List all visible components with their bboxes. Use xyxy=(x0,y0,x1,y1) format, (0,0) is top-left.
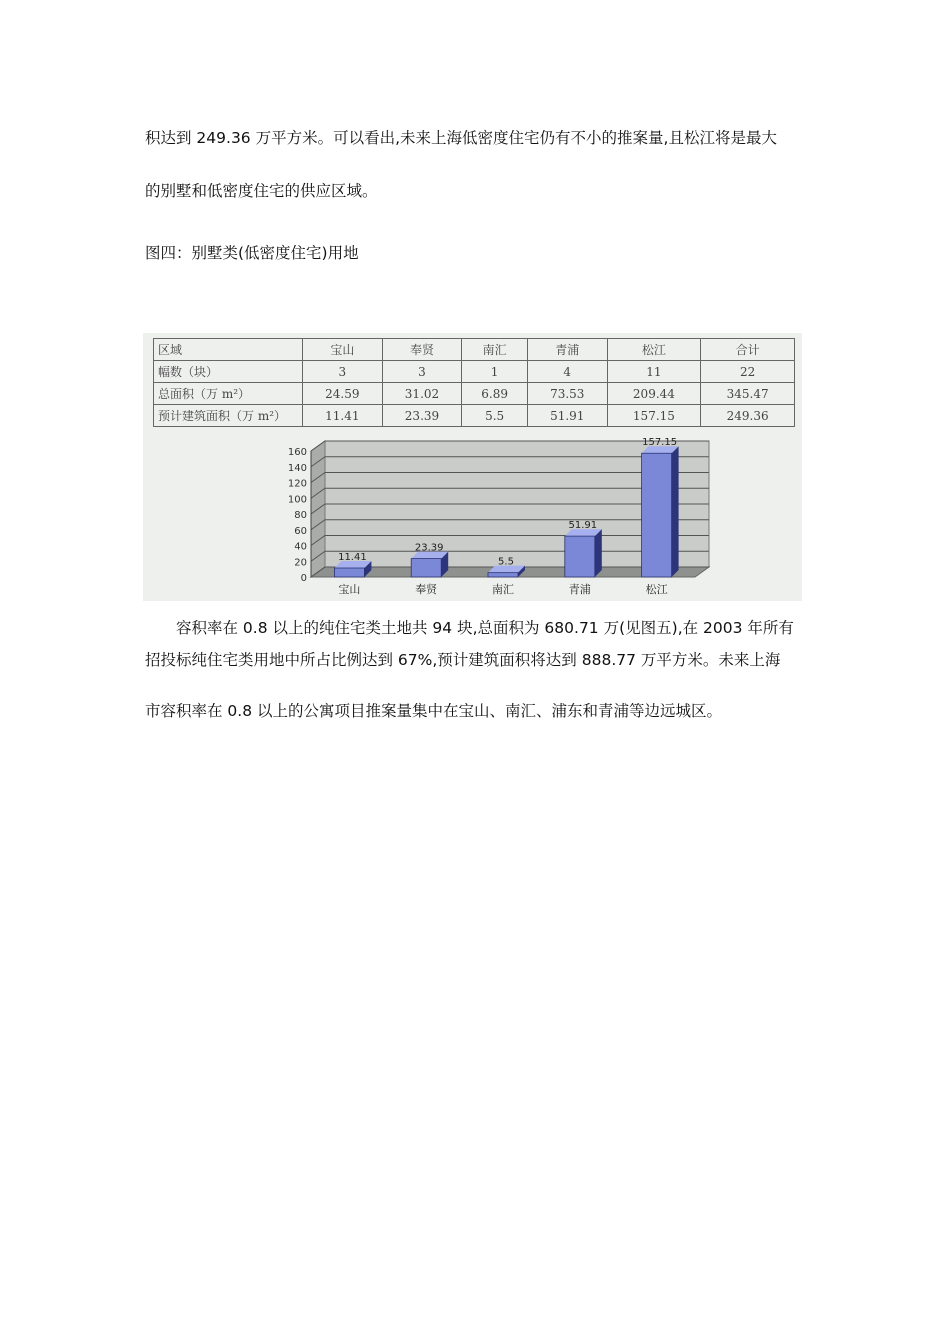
table-cell: 区域 xyxy=(154,339,303,361)
table-cell: 奉贤 xyxy=(382,339,462,361)
table-cell: 249.36 xyxy=(701,405,795,427)
bar xyxy=(488,573,518,577)
figure-image xyxy=(143,333,802,601)
table-cell: 5.5 xyxy=(462,405,528,427)
table-cell: 31.02 xyxy=(382,383,462,405)
table-header-row xyxy=(154,339,795,361)
y-tick-label: 60 xyxy=(294,525,307,537)
y-tick-label: 100 xyxy=(287,494,307,506)
paragraph-line: 市容积率在 0.8 以上的公寓项目推案量集中在宝山、南汇、浦东和青浦等边远城区。 xyxy=(145,702,723,720)
table-cell: 1 xyxy=(462,361,528,383)
table-cell: 南汇 xyxy=(462,339,528,361)
table-cell: 73.53 xyxy=(527,383,607,405)
table-cell: 松江 xyxy=(607,339,701,361)
y-tick-label: 0 xyxy=(300,573,307,584)
table-cell: 24.59 xyxy=(303,383,383,405)
y-tick-label: 80 xyxy=(294,510,307,521)
table-cell: 3 xyxy=(303,361,383,383)
paragraph-line: 积达到 249.36 万平方米。可以看出,未来上海低密度住宅仍有不小的推案量,且松江将是最大 xyxy=(145,129,777,147)
x-tick-label: 松江 xyxy=(645,583,668,596)
x-tick-label: 宝山 xyxy=(338,583,361,596)
table-row xyxy=(154,405,795,427)
table-cell: 22 xyxy=(701,361,795,383)
y-tick-label: 120 xyxy=(287,478,307,490)
y-tick-label: 160 xyxy=(287,447,307,458)
table-row xyxy=(154,383,795,405)
paragraph-line: 招投标纯住宅类用地中所占比例达到 67%,预计建筑面积将达到 888.77 万平方米。未来上海 xyxy=(145,651,781,669)
data-label: 11.41 xyxy=(338,552,367,564)
table-cell: 11 xyxy=(607,361,701,383)
bar-chart xyxy=(143,433,802,601)
table-row xyxy=(154,361,795,383)
data-label: 5.5 xyxy=(498,556,514,568)
y-tick-label: 40 xyxy=(294,541,307,553)
table-cell: 总面积（万 m²） xyxy=(154,383,303,405)
paragraph-line: 容积率在 0.8 以上的纯住宅类土地共 94 块,总面积为 680.71 万(见图五),在 2003 年所有 xyxy=(145,619,794,637)
bar xyxy=(411,559,441,577)
figure-caption: 图四：别墅类(低密度住宅)用地 xyxy=(145,244,359,262)
bar-side xyxy=(595,529,602,577)
bar xyxy=(334,568,364,577)
data-label: 157.15 xyxy=(642,437,678,449)
x-tick-label: 奉贤 xyxy=(415,583,438,596)
data-label: 23.39 xyxy=(414,542,444,554)
data-table xyxy=(153,338,795,427)
table-cell: 宝山 xyxy=(303,339,383,361)
bar-side xyxy=(672,446,679,577)
x-tick-label: 南汇 xyxy=(492,583,514,596)
table-cell: 157.15 xyxy=(607,405,701,427)
table-cell: 预计建筑面积（万 m²） xyxy=(154,405,303,427)
y-tick-label: 20 xyxy=(294,557,307,569)
x-tick-label: 青浦 xyxy=(568,583,591,596)
table-cell: 23.39 xyxy=(382,405,462,427)
bar xyxy=(642,453,672,577)
table-cell: 合计 xyxy=(701,339,795,361)
table-cell: 209.44 xyxy=(607,383,701,405)
table-cell: 6.89 xyxy=(462,383,528,405)
table-cell: 345.47 xyxy=(701,383,795,405)
data-label: 51.91 xyxy=(568,520,598,532)
table-cell: 幅数（块） xyxy=(154,361,303,383)
table-cell: 3 xyxy=(382,361,462,383)
table-cell: 4 xyxy=(527,361,607,383)
y-tick-label: 140 xyxy=(287,462,307,474)
table-cell: 11.41 xyxy=(303,405,383,427)
table-cell: 51.91 xyxy=(527,405,607,427)
paragraph-line: 的别墅和低密度住宅的供应区域。 xyxy=(145,182,378,200)
table-cell: 青浦 xyxy=(527,339,607,361)
bar xyxy=(565,536,595,577)
